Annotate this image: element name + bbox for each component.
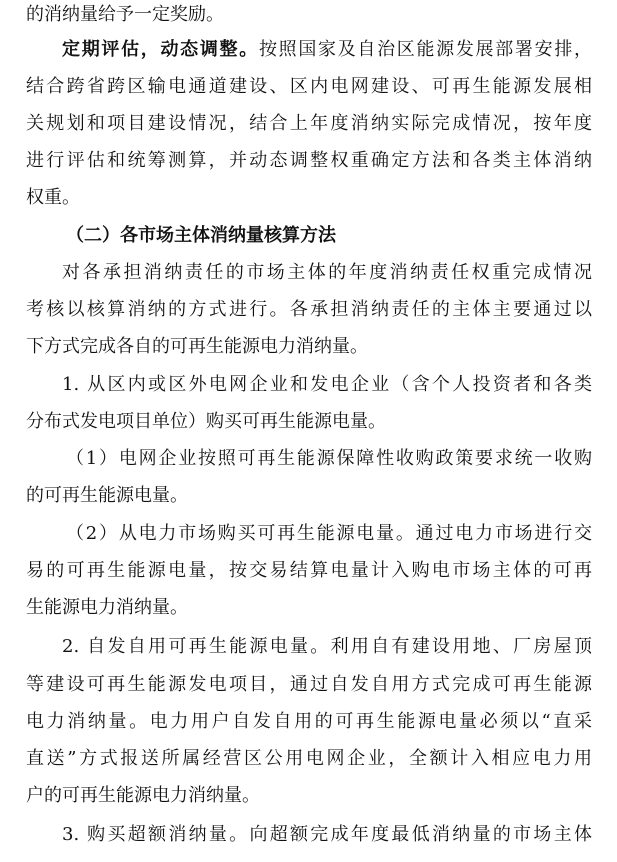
section-heading: （二）各市场主体消纳量核算方法 — [66, 225, 336, 246]
text-line: 分布式发电项目单位）购买可再生能源电量。 — [26, 411, 386, 432]
text-line: 生能源电力消纳量。 — [26, 597, 188, 618]
text-line: 2. 自发自用可再生能源电量。利用自有建设用地、厂房屋顶 — [62, 636, 592, 657]
text-line: 等建设可再生能源发电项目，通过自发自用方式完成可再生能源 — [26, 674, 592, 695]
text-line: 电力消纳量。电力用户自发自用的可再生能源电量必须以“直采 — [26, 711, 592, 732]
text-line: 1. 从区内或区外电网企业和发电企业（含个人投资者和各类 — [62, 374, 592, 395]
text-line: 关规划和项目建设情况，结合上年度消纳实际完成情况，按年度 — [26, 113, 592, 134]
text-line: 下方式完成各自的可再生能源电力消纳量。 — [26, 336, 368, 357]
bold-heading-inline: 定期评估，动态调整。 — [62, 39, 259, 60]
text-line: 考核以核算消纳的方式进行。各承担消纳责任的主体主要通过以 — [26, 299, 592, 320]
text-line: 易的可再生能源电量，按交易结算电量计入购电市场主体的可再 — [26, 560, 592, 581]
text-line: 直送”方式报送所属经营区公用电网企业，全额计入相应电力用 — [26, 748, 592, 769]
text-line: 的消纳量给予一定奖励。 — [26, 4, 224, 25]
text-line: 权重。 — [26, 187, 80, 208]
text-line: 对各承担消纳责任的市场主体的年度消纳责任权重完成情况 — [62, 262, 592, 283]
text-line: 的可再生能源电量。 — [26, 485, 188, 506]
text-line: 定期评估，动态调整。按照国家及自治区能源发展部署安排， — [62, 39, 592, 60]
text-line: （1）电网企业按照可再生能源保障性收购政策要求统一收购 — [66, 448, 592, 469]
text-line: 户的可再生能源电力消纳量。 — [26, 785, 260, 806]
text-line: 结合跨省跨区输电通道建设、区内电网建设、可再生能源发展相 — [26, 76, 592, 97]
text-line: 3. 购买超额消纳量。向超额完成年度最低消纳量的市场主体 — [62, 824, 592, 845]
text-line: （2）从电力市场购买可再生能源电量。通过电力市场进行交 — [66, 523, 592, 544]
text-line: 进行评估和统筹测算，并动态调整权重确定方法和各类主体消纳 — [26, 150, 592, 171]
